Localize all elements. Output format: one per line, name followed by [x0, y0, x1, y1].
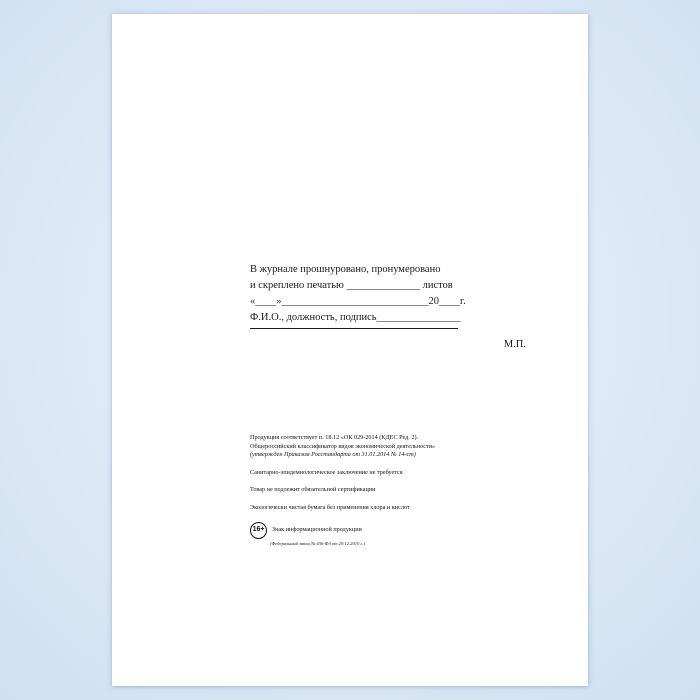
spacer-1: [250, 460, 550, 469]
stitch-line-4: Ф.И.О., должность, подпись________________: [250, 312, 461, 323]
spacer-2: [250, 477, 550, 486]
age-rating-16-plus-icon: 16+: [250, 522, 267, 539]
eco-paper-note: Экологически чистая бумага без применения хлора и кислот: [250, 503, 410, 511]
fineprint-block: [250, 434, 550, 547]
spacer-3: [250, 495, 550, 504]
certification-note: Товар не подлежит обязательной сертификации: [250, 486, 376, 494]
age-rating-label: Знак информационной продукции: [272, 525, 362, 533]
stitch-line-3: «____»____________________________20____г.: [250, 296, 466, 307]
sanitary-note: Санитарно-эпидемиологическое заключение не требуется: [250, 468, 403, 476]
conformity-line-1: Продукция соответствует п. 18.12 «ОК 029-2014 (КДЕС Ред. 2).: [250, 434, 419, 441]
conformity-line-2: Общероссийский классификатор видов экономической деятельности»: [250, 442, 436, 450]
age-rating-law-reference: (Федеральный закон № 436-ФЗ от 29.12.2010 г.): [270, 540, 365, 546]
stamp-mark: М.П.: [503, 339, 526, 350]
stitching-certification-block: [250, 262, 550, 353]
document-page: [112, 14, 588, 686]
conformity-line-3: (утвержден Приказом Росстандарта от 31.01.2014 № 14-ст): [250, 451, 416, 459]
age-rating-row: [250, 522, 550, 539]
signature-rule: [250, 328, 458, 329]
stitch-line-1: В журнале прошнуровано, пронумеровано: [250, 264, 441, 275]
stitch-line-2: и скреплено печатью ______________ листов: [250, 280, 453, 291]
